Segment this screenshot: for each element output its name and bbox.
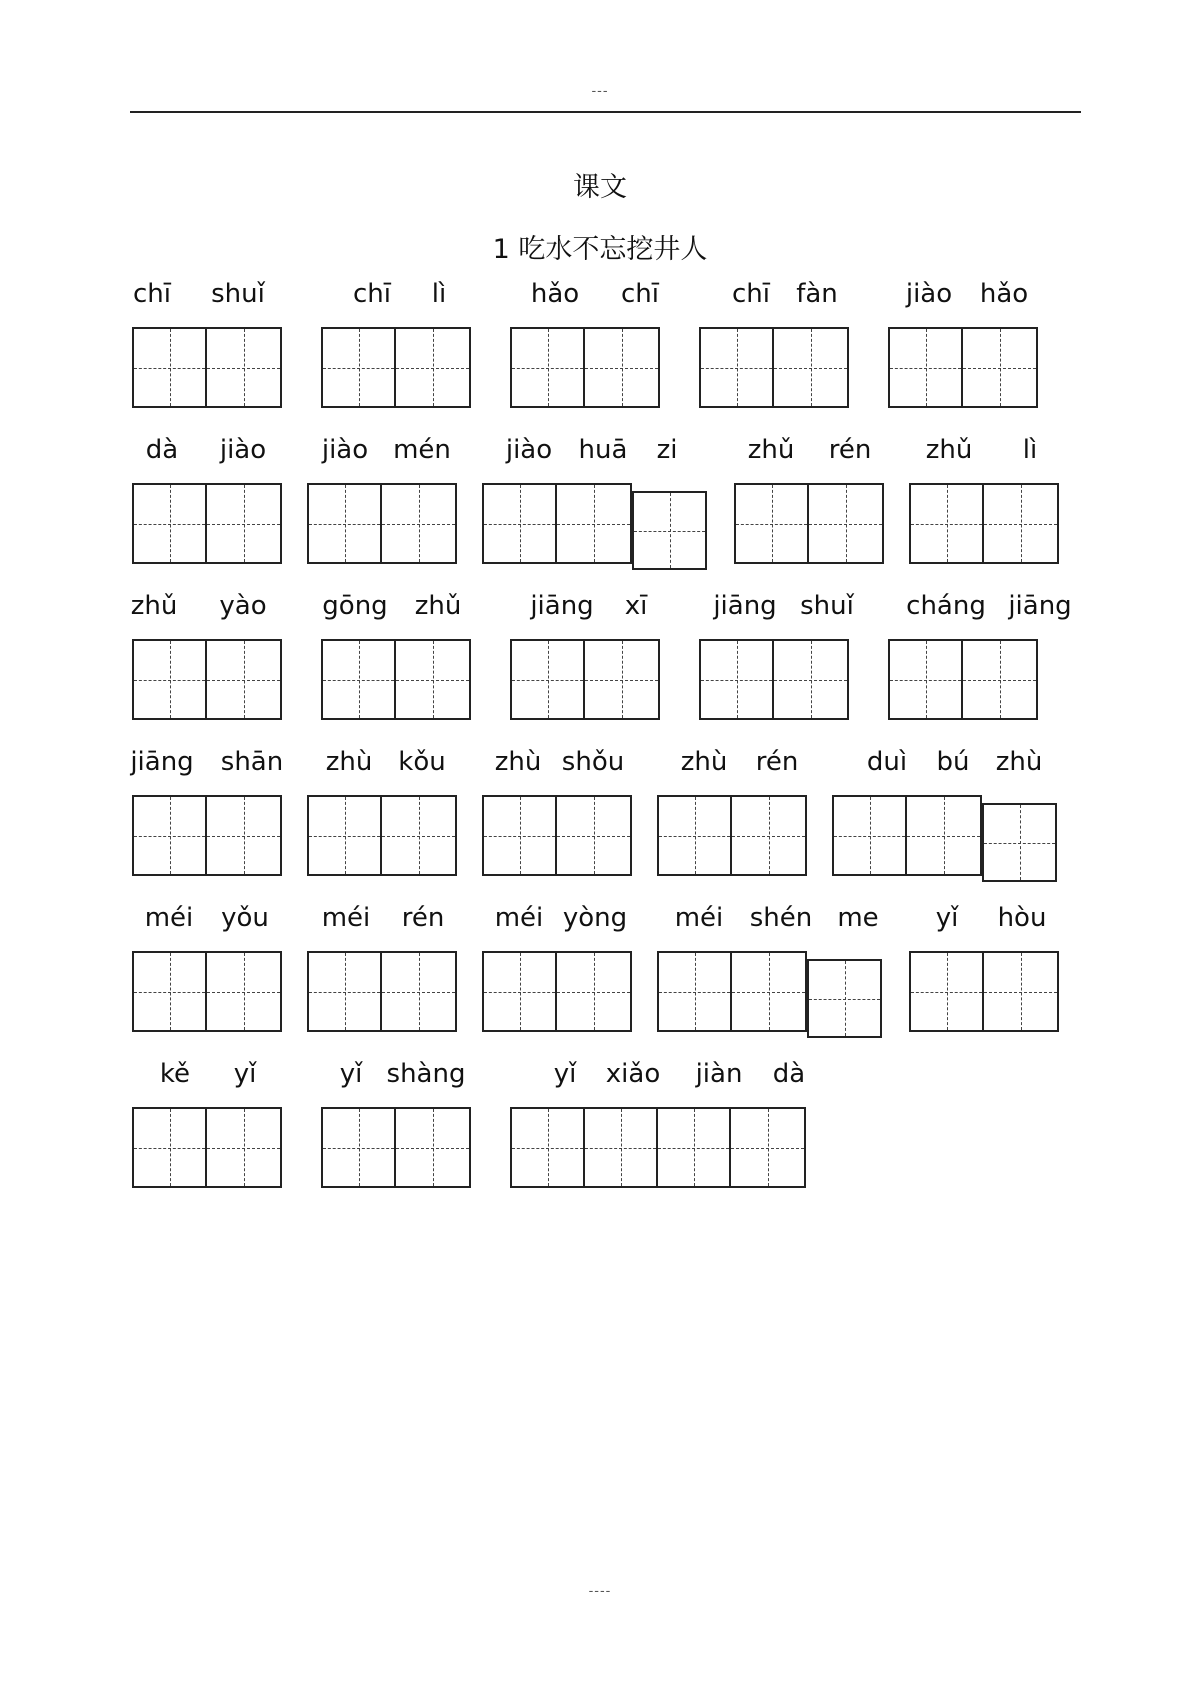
pinyin-syllable: jiāng	[713, 591, 777, 621]
writing-grid[interactable]	[734, 483, 884, 564]
pinyin-syllable: méi	[494, 903, 544, 933]
lesson-title: 1 吃水不忘挖井人	[492, 234, 708, 265]
tianzige-cell[interactable]	[984, 485, 1057, 562]
pinyin-syllable: yǐ	[339, 1059, 363, 1089]
writing-grid[interactable]	[132, 1107, 282, 1188]
page-title: 课文	[573, 172, 627, 203]
writing-grid[interactable]	[321, 1107, 471, 1188]
pinyin-syllable: yòng	[562, 903, 628, 933]
pinyin-syllable: chī	[133, 279, 171, 309]
pinyin-syllable: rén	[401, 903, 445, 933]
tianzige-cell[interactable]	[963, 641, 1036, 718]
pinyin-syllable: zi	[656, 435, 678, 465]
pinyin-syllable: bú	[936, 747, 970, 777]
tianzige-cell[interactable]	[701, 641, 774, 718]
tianzige-cell[interactable]	[557, 953, 630, 1030]
tianzige-cell[interactable]	[557, 485, 630, 562]
pinyin-syllable: chī	[732, 279, 770, 309]
writing-grid[interactable]	[132, 951, 282, 1032]
pinyin-syllable: gōng	[322, 591, 388, 621]
pinyin-syllable: zhǔ	[925, 435, 973, 465]
pinyin-syllable: shān	[220, 747, 284, 777]
tianzige-cell[interactable]	[984, 953, 1057, 1030]
tianzige-cell[interactable]	[134, 1109, 207, 1186]
tianzige-cell[interactable]	[207, 797, 280, 874]
pinyin-syllable: chī	[353, 279, 391, 309]
tianzige-cell[interactable]	[309, 797, 382, 874]
footer-mark: ----	[588, 1584, 612, 1599]
writing-grid[interactable]	[307, 795, 457, 876]
pinyin-syllable: jiàn	[695, 1059, 743, 1089]
writing-grid[interactable]	[321, 639, 471, 720]
pinyin-syllable: yǒu	[221, 903, 269, 933]
tianzige-cell[interactable]	[512, 641, 585, 718]
tianzige-cell[interactable]	[396, 329, 469, 406]
tianzige-cell[interactable]	[907, 797, 980, 874]
tianzige-cell[interactable]	[134, 797, 207, 874]
tianzige-cell-extra[interactable]	[807, 959, 882, 1038]
tianzige-cell[interactable]	[557, 797, 630, 874]
tianzige-cell[interactable]	[134, 641, 207, 718]
pinyin-syllable: shuǐ	[211, 279, 265, 309]
pinyin-syllable: hòu	[997, 903, 1047, 933]
tianzige-cell[interactable]	[309, 485, 382, 562]
pinyin-syllable: rén	[755, 747, 799, 777]
pinyin-syllable: rén	[828, 435, 872, 465]
pinyin-syllable: zhǔ	[130, 591, 178, 621]
pinyin-syllable: dà	[145, 435, 179, 465]
pinyin-syllable: méi	[321, 903, 371, 933]
pinyin-syllable: shén	[749, 903, 813, 933]
writing-grid[interactable]	[832, 795, 982, 876]
tianzige-cell[interactable]	[658, 1109, 731, 1186]
tianzige-cell[interactable]	[134, 485, 207, 562]
pinyin-syllable: jiào	[905, 279, 953, 309]
pinyin-syllable: hǎo	[979, 279, 1029, 309]
tianzige-cell[interactable]	[207, 485, 280, 562]
tianzige-cell[interactable]	[323, 641, 396, 718]
writing-grid[interactable]	[482, 795, 632, 876]
tianzige-cell[interactable]	[396, 1109, 469, 1186]
pinyin-syllable: zhù	[494, 747, 542, 777]
writing-grid[interactable]	[510, 639, 660, 720]
pinyin-syllable: zhù	[995, 747, 1043, 777]
pinyin-syllable: jiào	[219, 435, 267, 465]
tianzige-cell[interactable]	[323, 1109, 396, 1186]
pinyin-syllable: kě	[159, 1059, 191, 1089]
pinyin-syllable: huā	[578, 435, 628, 465]
tianzige-cell[interactable]	[382, 485, 455, 562]
pinyin-syllable: jiāng	[530, 591, 594, 621]
writing-grid[interactable]	[132, 483, 282, 564]
pinyin-syllable: yǐ	[553, 1059, 577, 1089]
writing-grid[interactable]	[307, 483, 457, 564]
writing-grid[interactable]	[909, 951, 1059, 1032]
pinyin-syllable: me	[837, 903, 879, 933]
tianzige-cell[interactable]	[890, 329, 963, 406]
tianzige-cell[interactable]	[484, 485, 557, 562]
writing-grid[interactable]	[510, 327, 660, 408]
tianzige-cell[interactable]	[731, 1109, 804, 1186]
tianzige-cell[interactable]	[774, 329, 847, 406]
tianzige-cell[interactable]	[890, 641, 963, 718]
tianzige-cell[interactable]	[963, 329, 1036, 406]
writing-grid[interactable]	[699, 639, 849, 720]
pinyin-syllable: kǒu	[398, 747, 446, 777]
writing-grid[interactable]	[321, 327, 471, 408]
writing-grid[interactable]	[132, 327, 282, 408]
tianzige-cell[interactable]	[736, 485, 809, 562]
pinyin-syllable: lì	[1022, 435, 1038, 465]
tianzige-cell[interactable]	[382, 953, 455, 1030]
tianzige-cell[interactable]	[396, 641, 469, 718]
tianzige-cell-extra[interactable]	[632, 491, 707, 570]
pinyin-syllable: chī	[621, 279, 659, 309]
writing-grid[interactable]	[888, 639, 1038, 720]
header-mark: ---	[591, 84, 609, 99]
pinyin-syllable: yǐ	[935, 903, 959, 933]
writing-grid[interactable]	[132, 639, 282, 720]
pinyin-syllable: yǐ	[233, 1059, 257, 1089]
tianzige-cell[interactable]	[834, 797, 907, 874]
pinyin-syllable: shuǐ	[800, 591, 854, 621]
pinyin-syllable: lì	[431, 279, 447, 309]
tianzige-cell[interactable]	[382, 797, 455, 874]
tianzige-cell[interactable]	[809, 485, 882, 562]
tianzige-cell[interactable]	[207, 953, 280, 1030]
pinyin-syllable: jiào	[505, 435, 553, 465]
header-rule	[130, 111, 1081, 113]
tianzige-cell[interactable]	[774, 641, 847, 718]
pinyin-syllable: méi	[144, 903, 194, 933]
tianzige-cell[interactable]	[732, 953, 805, 1030]
pinyin-syllable: dà	[772, 1059, 806, 1089]
tianzige-cell[interactable]	[701, 329, 774, 406]
writing-grid[interactable]	[482, 951, 632, 1032]
tianzige-cell[interactable]	[134, 329, 207, 406]
tianzige-cell[interactable]	[512, 1109, 585, 1186]
tianzige-cell[interactable]	[309, 953, 382, 1030]
pinyin-syllable: jiāng	[1008, 591, 1072, 621]
tianzige-cell[interactable]	[585, 1109, 658, 1186]
pinyin-syllable: fàn	[796, 279, 838, 309]
tianzige-cell[interactable]	[659, 953, 732, 1030]
writing-grid[interactable]	[510, 1107, 806, 1188]
tianzige-cell[interactable]	[732, 797, 805, 874]
writing-grid[interactable]	[132, 795, 282, 876]
pinyin-syllable: shàng	[386, 1059, 466, 1089]
pinyin-syllable: xiǎo	[605, 1059, 661, 1089]
tianzige-cell[interactable]	[512, 329, 585, 406]
pinyin-syllable: zhù	[680, 747, 728, 777]
tianzige-cell[interactable]	[134, 953, 207, 1030]
pinyin-syllable: mén	[393, 435, 451, 465]
tianzige-cell[interactable]	[585, 329, 658, 406]
pinyin-syllable: shǒu	[561, 747, 625, 777]
pinyin-syllable: zhǔ	[414, 591, 462, 621]
writing-grid[interactable]	[699, 327, 849, 408]
tianzige-cell-extra[interactable]	[982, 803, 1057, 882]
tianzige-cell[interactable]	[207, 1109, 280, 1186]
tianzige-cell[interactable]	[207, 641, 280, 718]
writing-grid[interactable]	[909, 483, 1059, 564]
writing-grid[interactable]	[657, 951, 807, 1032]
tianzige-cell[interactable]	[484, 797, 557, 874]
writing-grid[interactable]	[657, 795, 807, 876]
writing-grid[interactable]	[307, 951, 457, 1032]
writing-grid[interactable]	[888, 327, 1038, 408]
pinyin-syllable: xī	[624, 591, 648, 621]
tianzige-cell[interactable]	[585, 641, 658, 718]
pinyin-syllable: cháng	[906, 591, 986, 621]
pinyin-syllable: yào	[219, 591, 267, 621]
pinyin-syllable: hǎo	[530, 279, 580, 309]
tianzige-cell[interactable]	[911, 953, 984, 1030]
pinyin-syllable: jiāng	[130, 747, 194, 777]
pinyin-syllable: zhù	[325, 747, 373, 777]
tianzige-cell[interactable]	[207, 329, 280, 406]
pinyin-syllable: duì	[866, 747, 908, 777]
pinyin-syllable: méi	[674, 903, 724, 933]
tianzige-cell[interactable]	[484, 953, 557, 1030]
pinyin-syllable: jiào	[321, 435, 369, 465]
tianzige-cell[interactable]	[659, 797, 732, 874]
tianzige-cell[interactable]	[911, 485, 984, 562]
pinyin-syllable: zhǔ	[747, 435, 795, 465]
tianzige-cell[interactable]	[323, 329, 396, 406]
writing-grid[interactable]	[482, 483, 632, 564]
